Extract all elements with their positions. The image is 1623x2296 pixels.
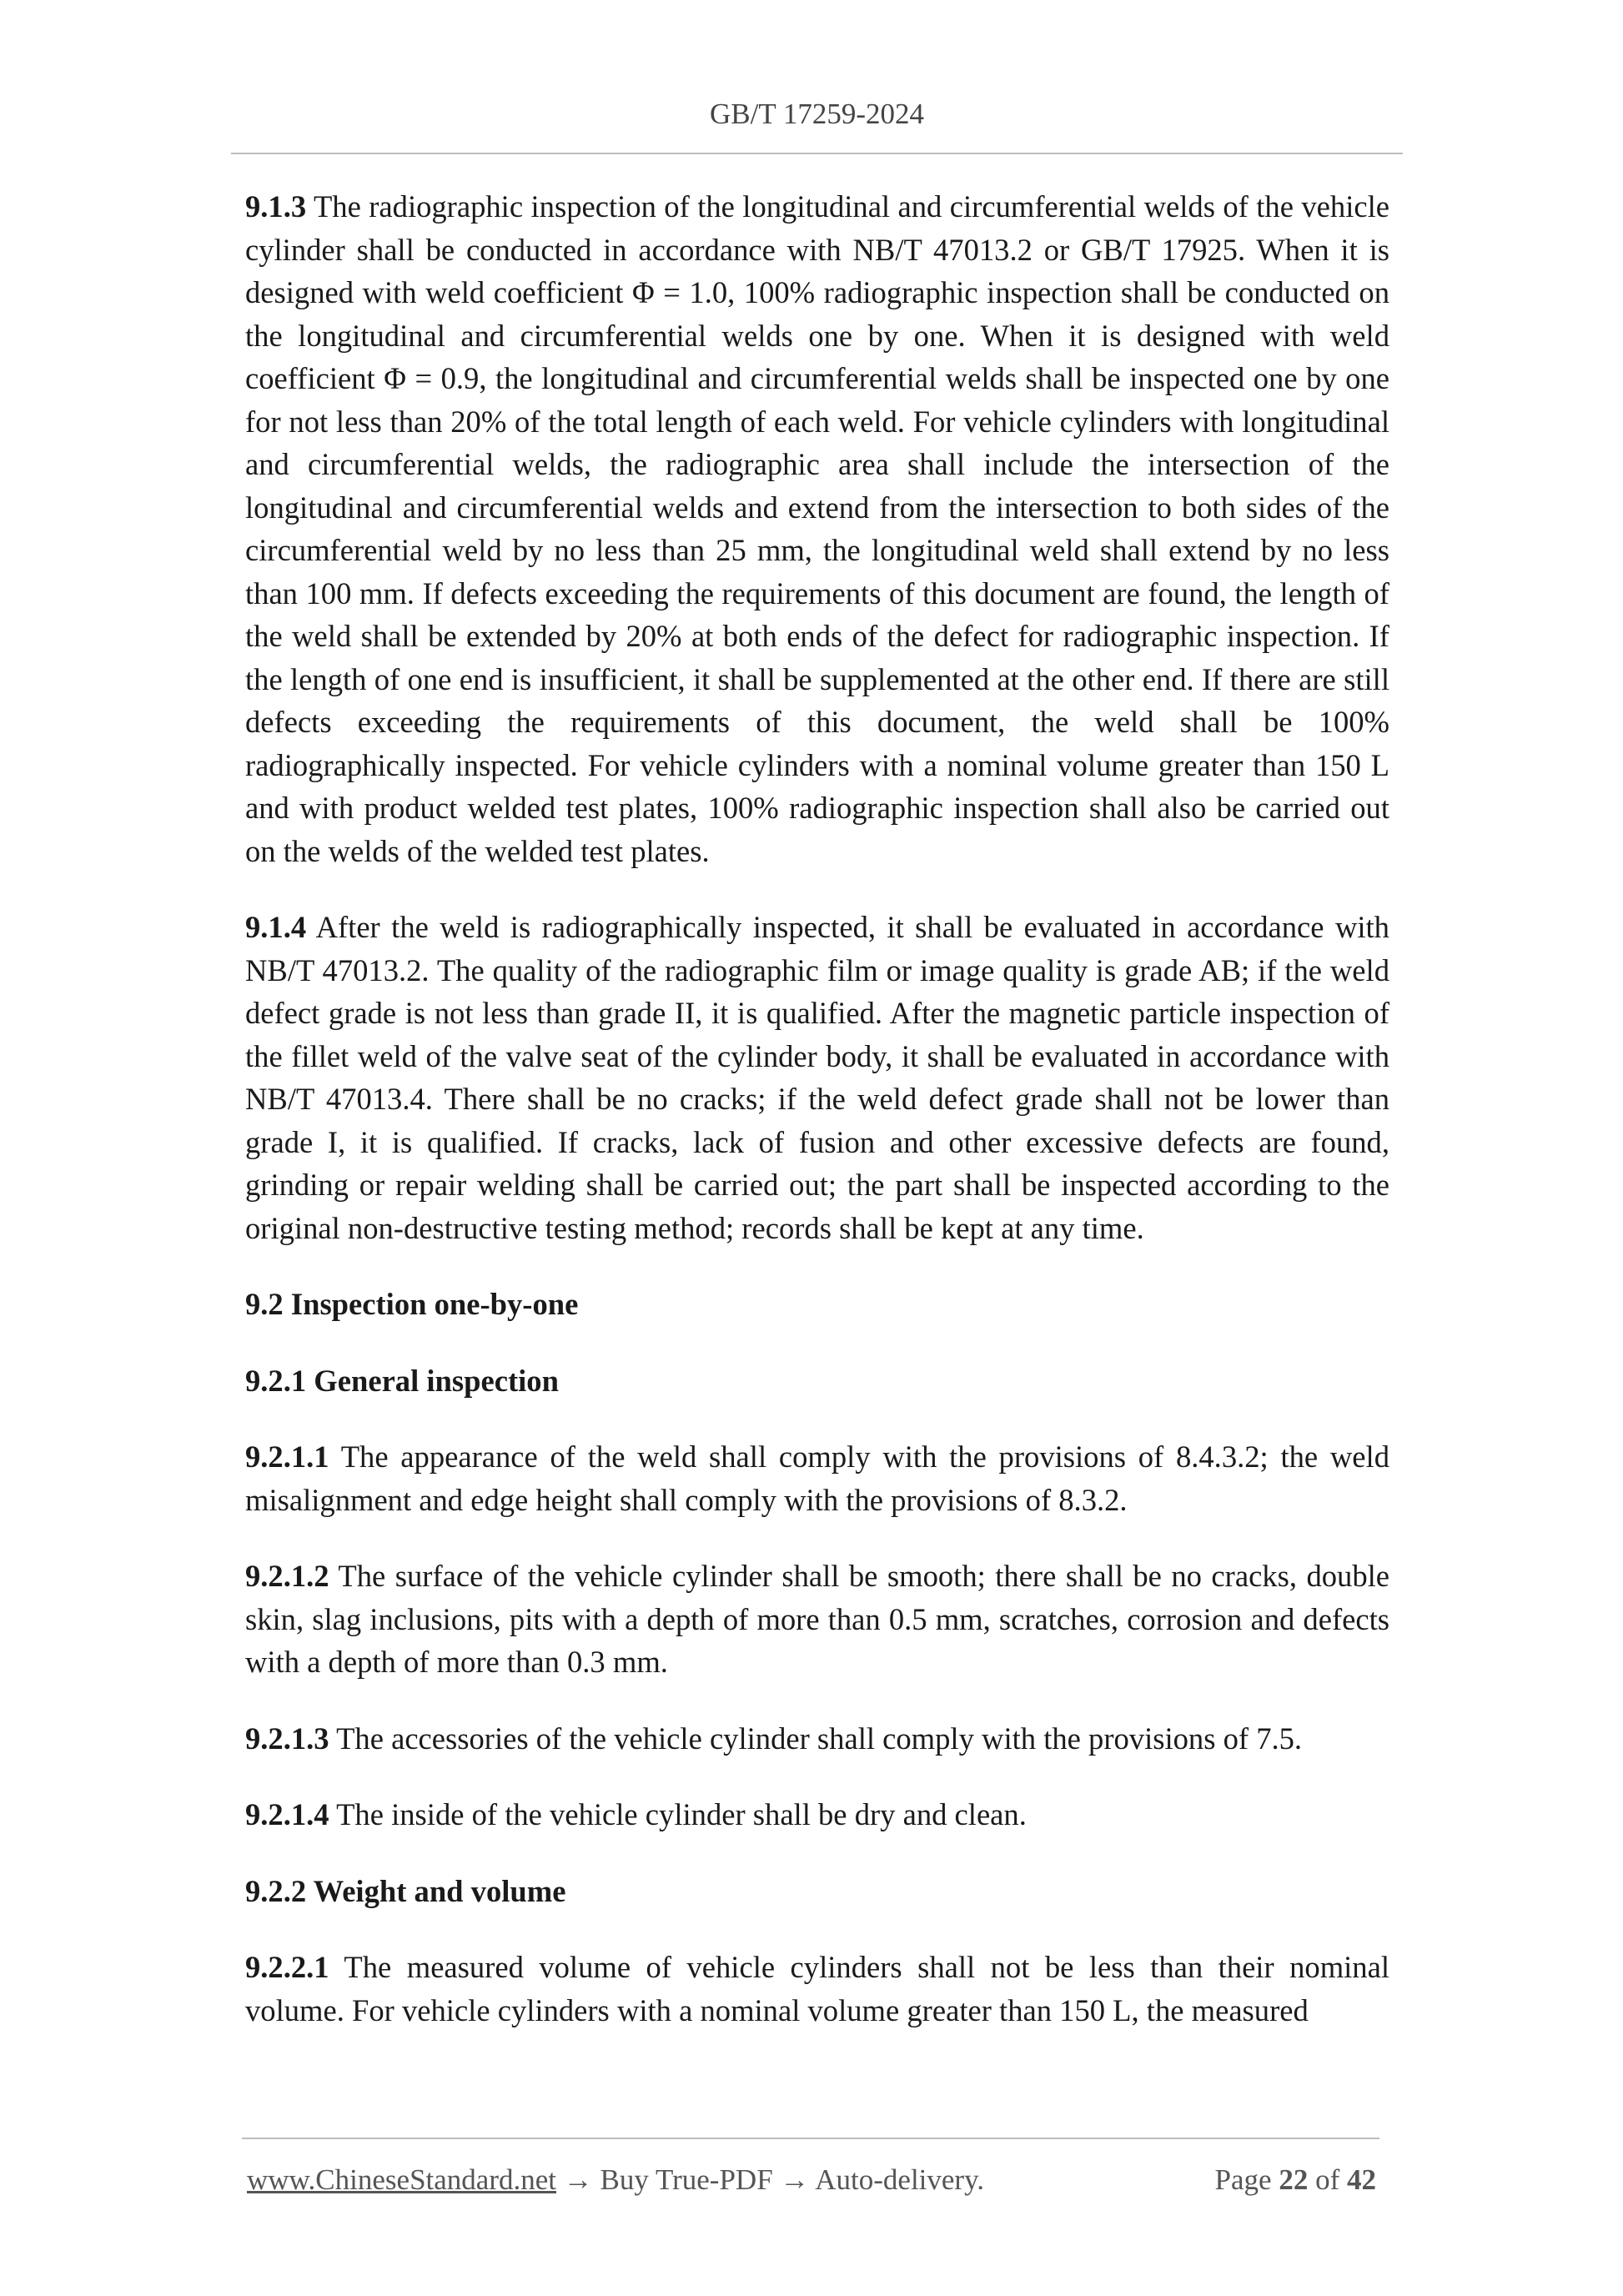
clause-text: The measured volume of vehicle cylinders shall not be less than their nominal volume. For vehicle cylinders with a nominal volume greater than 150 L, the measured	[245, 1950, 1389, 2027]
page-total: 42	[1347, 2163, 1376, 2196]
heading-9-2-2: 9.2.2 Weight and volume	[245, 1873, 566, 1908]
clause-number: 9.2.1.1	[245, 1439, 329, 1474]
clause-text: The surface of the vehicle cylinder shall be smooth; there shall be no cracks, double skin, slag inclusions, pits with a depth of more than 0.5 mm, scratches, corrosion and defects with a depth of more than 0.3 mm.	[245, 1559, 1390, 1679]
clause-text: The appearance of the weld shall comply with the provisions of 8.4.3.2; the weld misalignment and edge height shall comply with the provisions of 8.3.2.	[245, 1439, 1389, 1517]
clause-number: 9.2.2.1	[245, 1950, 329, 1984]
clause-number: 9.2.1.4	[245, 1797, 329, 1831]
page-label: Page	[1214, 2163, 1272, 2196]
heading-9-2: 9.2 Inspection one-by-one	[245, 1287, 579, 1321]
footer-promo	[247, 2157, 984, 2203]
paragraph-9-2-2-1	[245, 1946, 1389, 2032]
arrow-right-icon: →	[563, 2163, 593, 2196]
clause-number: 9.1.4	[245, 910, 307, 944]
clause-text: After the weld is radiographically inspected, it shall be evaluated in accordance with NB/T 47013.2. The quality of the radiographic film or image quality is grade AB; if the weld defect grade is not less than grade II, it is qualified. After the magnetic particle inspection of the fillet weld of the valve seat of the cylinder body, it shall be evaluated in accordance with NB/T 47013.4. There shall be no cracks; if the weld defect grade shall not be lower than grade I, it is qualified. If cracks, lack of fusion and other excessive defects are found, grinding or repair welding shall be carried out; the part shall be inspected according to the original non-destructive testing method; records shall be kept at any time.	[245, 910, 1389, 1245]
page-counter	[1215, 2157, 1376, 2203]
buy-pdf-text: Buy True-PDF	[600, 2163, 773, 2196]
auto-delivery-text: Auto-delivery.	[815, 2163, 985, 2196]
paragraph-9-2-1-1	[245, 1435, 1389, 1521]
footer-divider	[242, 2138, 1379, 2139]
clause-text: The inside of the vehicle cylinder shall be dry and clean.	[336, 1797, 1027, 1831]
paragraph-9-1-3	[245, 185, 1389, 872]
paragraph-9-2-1-3	[245, 1717, 1389, 1761]
page-content	[245, 185, 1389, 2065]
clause-number: 9.2.1.2	[245, 1559, 329, 1593]
paragraph-9-1-4	[245, 906, 1389, 1249]
page-header	[231, 93, 1403, 135]
website-link[interactable]: www.ChineseStandard.net	[247, 2163, 556, 2196]
arrow-right-icon: →	[780, 2163, 810, 2196]
paragraph-9-2-1-4	[245, 1793, 1389, 1836]
page-number: 22	[1279, 2163, 1309, 2196]
header-divider	[231, 153, 1403, 154]
clause-number: 9.2.1.3	[245, 1721, 329, 1756]
page-footer	[247, 2157, 1381, 2203]
heading-9-2-1: 9.2.1 General inspection	[245, 1363, 559, 1398]
paragraph-9-2-1-2	[245, 1555, 1389, 1684]
clause-number: 9.1.3	[245, 189, 307, 224]
clause-text: The accessories of the vehicle cylinder shall comply with the provisions of 7.5.	[336, 1721, 1303, 1756]
document-id: GB/T 17259-2024	[710, 98, 924, 130]
clause-text: The radiographic inspection of the longitudinal and circumferential welds of the vehicle cylinder shall be conducted in accordance with NB/T 47013.2 or GB/T 17925. When it is designed with weld coefficient Φ = 1.0, 100% radiographic inspection shall be conducted on the longitudinal and circumferential welds one by one. When it is designed with weld coefficient Φ = 0.9, the longitudinal and circumferential welds shall be inspected one by one for not less than 20% of the total length of each weld. For vehicle cylinders with longitudinal and circumferential welds, the radiographic area shall include the intersection of the longitudinal and circumferential welds and extend from the intersection to both sides of the circumferential weld by no less than 25 mm, the longitudinal weld shall extend by no less than 100 mm. If defects exceeding the requirements of this document are found, the length of the weld shall be extended by 20% at both ends of the defect for radiographic inspection. If the length of one end is insufficient, it shall be supplemented at the other end. If there are still defects exceeding the requirements of this document, the weld shall be 100% radiographically inspected. For vehicle cylinders with a nominal volume greater than 150 L and with product welded test plates, 100% radiographic inspection shall also be carried out on the welds of the welded test plates.	[245, 189, 1389, 868]
of-label: of	[1315, 2163, 1340, 2196]
